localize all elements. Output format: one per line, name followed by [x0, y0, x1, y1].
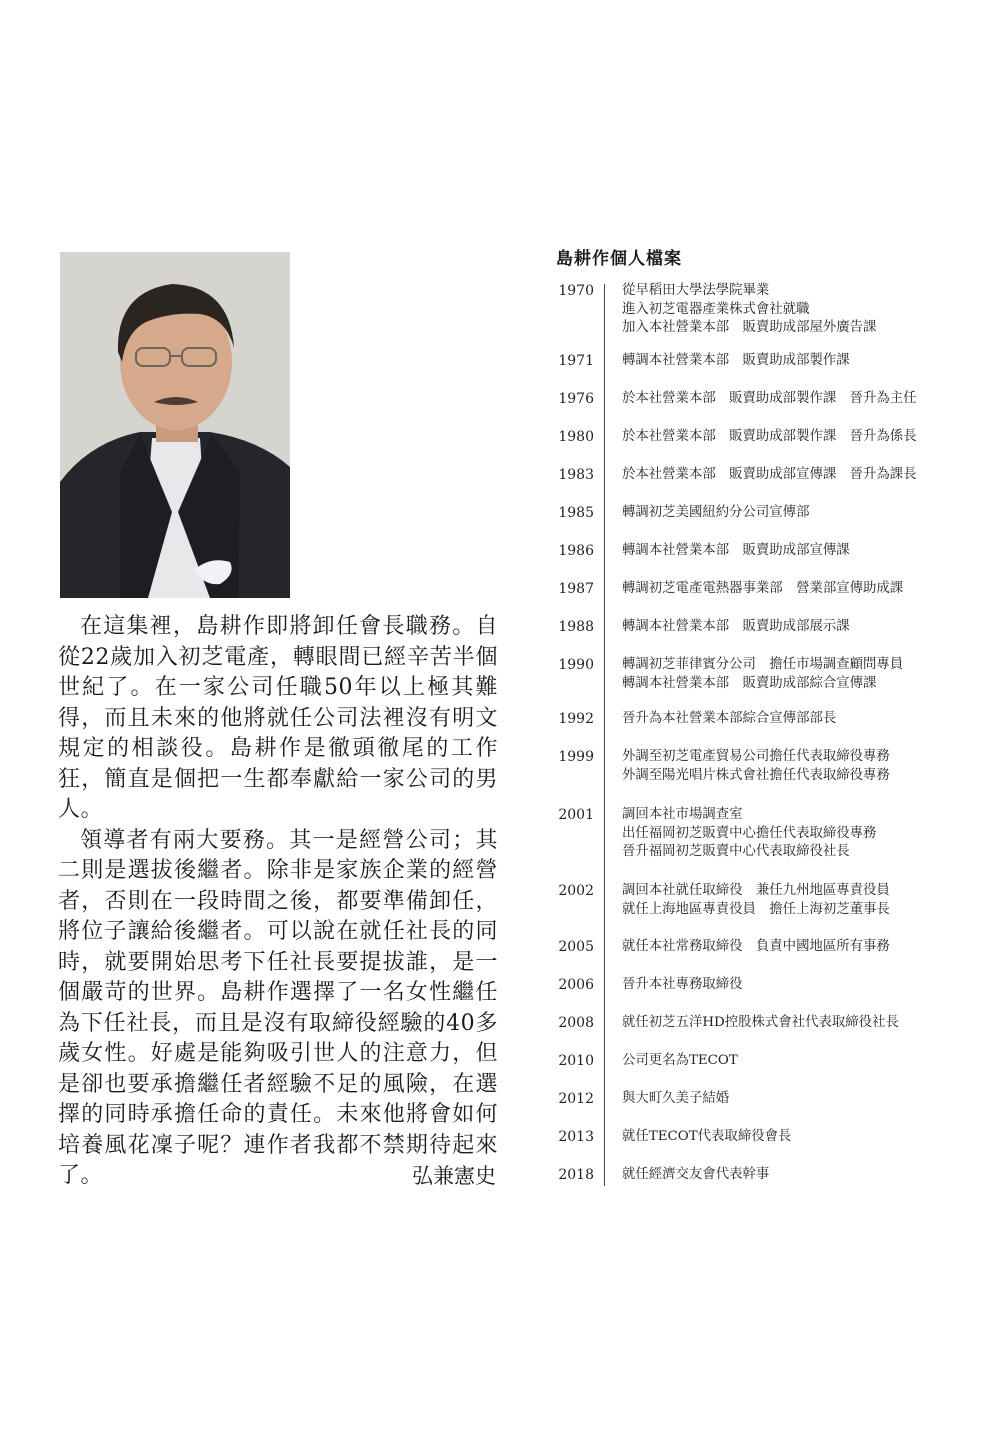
timeline-year: 1985	[558, 505, 594, 521]
timeline-event-text: 外調至陽光唱片株式會社擔任代表取締役專務	[622, 767, 890, 783]
author-signature: 弘兼憲史	[412, 1164, 496, 1188]
timeline-event-text: 就任初芝五洋HD控股株式會社代表取締役社長	[622, 1015, 899, 1030]
timeline-event-text: 從早稻田大學法學院畢業	[622, 283, 770, 298]
timeline-year: 1999	[558, 749, 594, 765]
essay-paragraph-1: 在這集裡，島耕作即將卸任會長職務。自從22歲加入初芝電產，轉眼間已經辛苦半個世紀了。在一家公司任職50年以上極其難得，而且未來的他將就任公司法裡沒有明文規定的相談役。島耕作是徹頭徹尾的工作狂，簡直是個把一生都奉獻給一家公司的男人。	[58, 614, 498, 822]
timeline-event-text: 就任本社常務取締役 負責中國地區所有事務	[622, 939, 890, 954]
timeline-year: 1990	[558, 657, 594, 673]
timeline-year: 2018	[558, 1167, 594, 1183]
portrait-illustration	[60, 252, 290, 598]
timeline-event-text: 晉升為本社營業本部綜合宣傳部部長	[622, 711, 837, 726]
timeline-event-text: 轉調本社營業本部 販賣助成部製作課	[622, 353, 850, 368]
timeline-divider	[604, 284, 605, 1186]
timeline-year: 2005	[558, 939, 594, 955]
timeline-year: 2012	[558, 1091, 594, 1107]
timeline-events	[622, 1166, 962, 1185]
timeline-event-text: 轉調初芝菲律賓分公司 擔任市場調查顧問專員	[622, 657, 904, 672]
timeline-events	[622, 882, 962, 919]
timeline-event-text: 調回本社市場調查室	[622, 807, 743, 822]
timeline-events	[622, 352, 962, 371]
timeline-year: 2010	[558, 1053, 594, 1069]
timeline-year: 1983	[558, 467, 594, 483]
timeline-event-text: 就任上海地區專責役員 擔任上海初芝董事長	[622, 901, 890, 917]
timeline-events	[622, 466, 962, 485]
timeline-events	[622, 390, 962, 409]
timeline-events	[622, 504, 962, 523]
timeline-year: 1988	[558, 619, 594, 635]
timeline-year: 2002	[558, 883, 594, 899]
timeline-event-text: 進入初芝電器產業株式會社就職	[622, 301, 810, 317]
timeline-event-text: 轉調本社營業本部 販賣助成部展示課	[622, 619, 850, 634]
timeline-event-text: 轉調初芝電產電熱器事業部 營業部宣傳助成課	[622, 581, 904, 596]
timeline-event-text: 轉調本社營業本部 販賣助成部綜合宣傳課	[622, 675, 877, 691]
timeline-events	[622, 1014, 962, 1033]
timeline-event-text: 出任福岡初芝販賣中心擔任代表取締役專務	[622, 825, 877, 841]
timeline-event-text: 公司更名為TECOT	[622, 1053, 738, 1068]
timeline-events	[622, 1090, 962, 1109]
essay-paragraph-2: 領導者有兩大要務。其一是經營公司；其二則是選拔後繼者。除非是家族企業的經營者，否則在一段時間之後，都要準備卸任，將位子讓給後繼者。可以說在就任社長的同時，就要開始思考下任社長要提拔誰，是一個嚴苛的世界。島耕作選擇了一名女性繼任為下任社長，而且是沒有取締役經驗的40多歲女性。好處是能夠吸引世人的注意力，但是卻也要承擔繼任者經驗不足的風險，在選擇的同時承擔任命的責任。未來他將會如何培養風花凜子呢？連作者我都不禁期待起來了。	[58, 827, 498, 1188]
timeline-year: 1970	[558, 283, 594, 299]
timeline-year: 1976	[558, 391, 594, 407]
essay-body	[58, 612, 498, 1192]
timeline-event-text: 於本社營業本部 販賣助成部製作課 晉升為主任	[622, 391, 917, 406]
timeline-events	[622, 618, 962, 637]
author-portrait-photo	[60, 252, 290, 598]
timeline-events	[622, 428, 962, 447]
timeline-event-text: 調回本社就任取締役 兼任九州地區專責役員	[622, 883, 890, 898]
timeline-event-text: 就任經濟交友會代表幹事	[622, 1167, 770, 1182]
timeline-year: 1986	[558, 543, 594, 559]
timeline-year: 1971	[558, 353, 594, 369]
timeline-event-text: 與大町久美子結婚	[622, 1091, 730, 1106]
timeline-event-text: 轉調初芝美國紐約分公司宣傳部	[622, 505, 810, 520]
profile-title: 島耕作個人檔案	[556, 249, 682, 269]
timeline-year: 1980	[558, 429, 594, 445]
timeline-year: 2008	[558, 1015, 594, 1031]
timeline-events	[622, 282, 962, 338]
timeline-events	[622, 656, 962, 693]
timeline-event-text: 外調至初芝電產貿易公司擔任代表取締役專務	[622, 749, 890, 764]
timeline-events	[622, 580, 962, 599]
timeline-year: 2013	[558, 1129, 594, 1145]
timeline-event-text: 加入本社營業本部 販賣助成部屋外廣告課	[622, 320, 877, 336]
timeline-events	[622, 938, 962, 957]
timeline-year: 2001	[558, 807, 594, 823]
timeline-events	[622, 542, 962, 561]
timeline-events	[622, 806, 962, 862]
timeline-events	[622, 976, 962, 995]
timeline-event-text: 於本社營業本部 販賣助成部製作課 晉升為係長	[622, 429, 917, 444]
timeline-event-text: 晉升本社專務取締役	[622, 977, 743, 992]
timeline-event-text: 轉調本社營業本部 販賣助成部宣傳課	[622, 543, 850, 558]
timeline-events	[622, 1128, 962, 1147]
timeline-year: 1992	[558, 711, 594, 727]
timeline-events	[622, 748, 962, 785]
timeline-year: 2006	[558, 977, 594, 993]
timeline-event-text: 晉升福岡初芝販賣中心代表取締役社長	[622, 844, 850, 860]
timeline-events	[622, 1052, 962, 1071]
timeline-year: 1987	[558, 581, 594, 597]
timeline-event-text: 就任TECOT代表取締役會長	[622, 1129, 792, 1144]
timeline-event-text: 於本社營業本部 販賣助成部宣傳課 晉升為課長	[622, 467, 917, 482]
timeline-events	[622, 710, 962, 729]
